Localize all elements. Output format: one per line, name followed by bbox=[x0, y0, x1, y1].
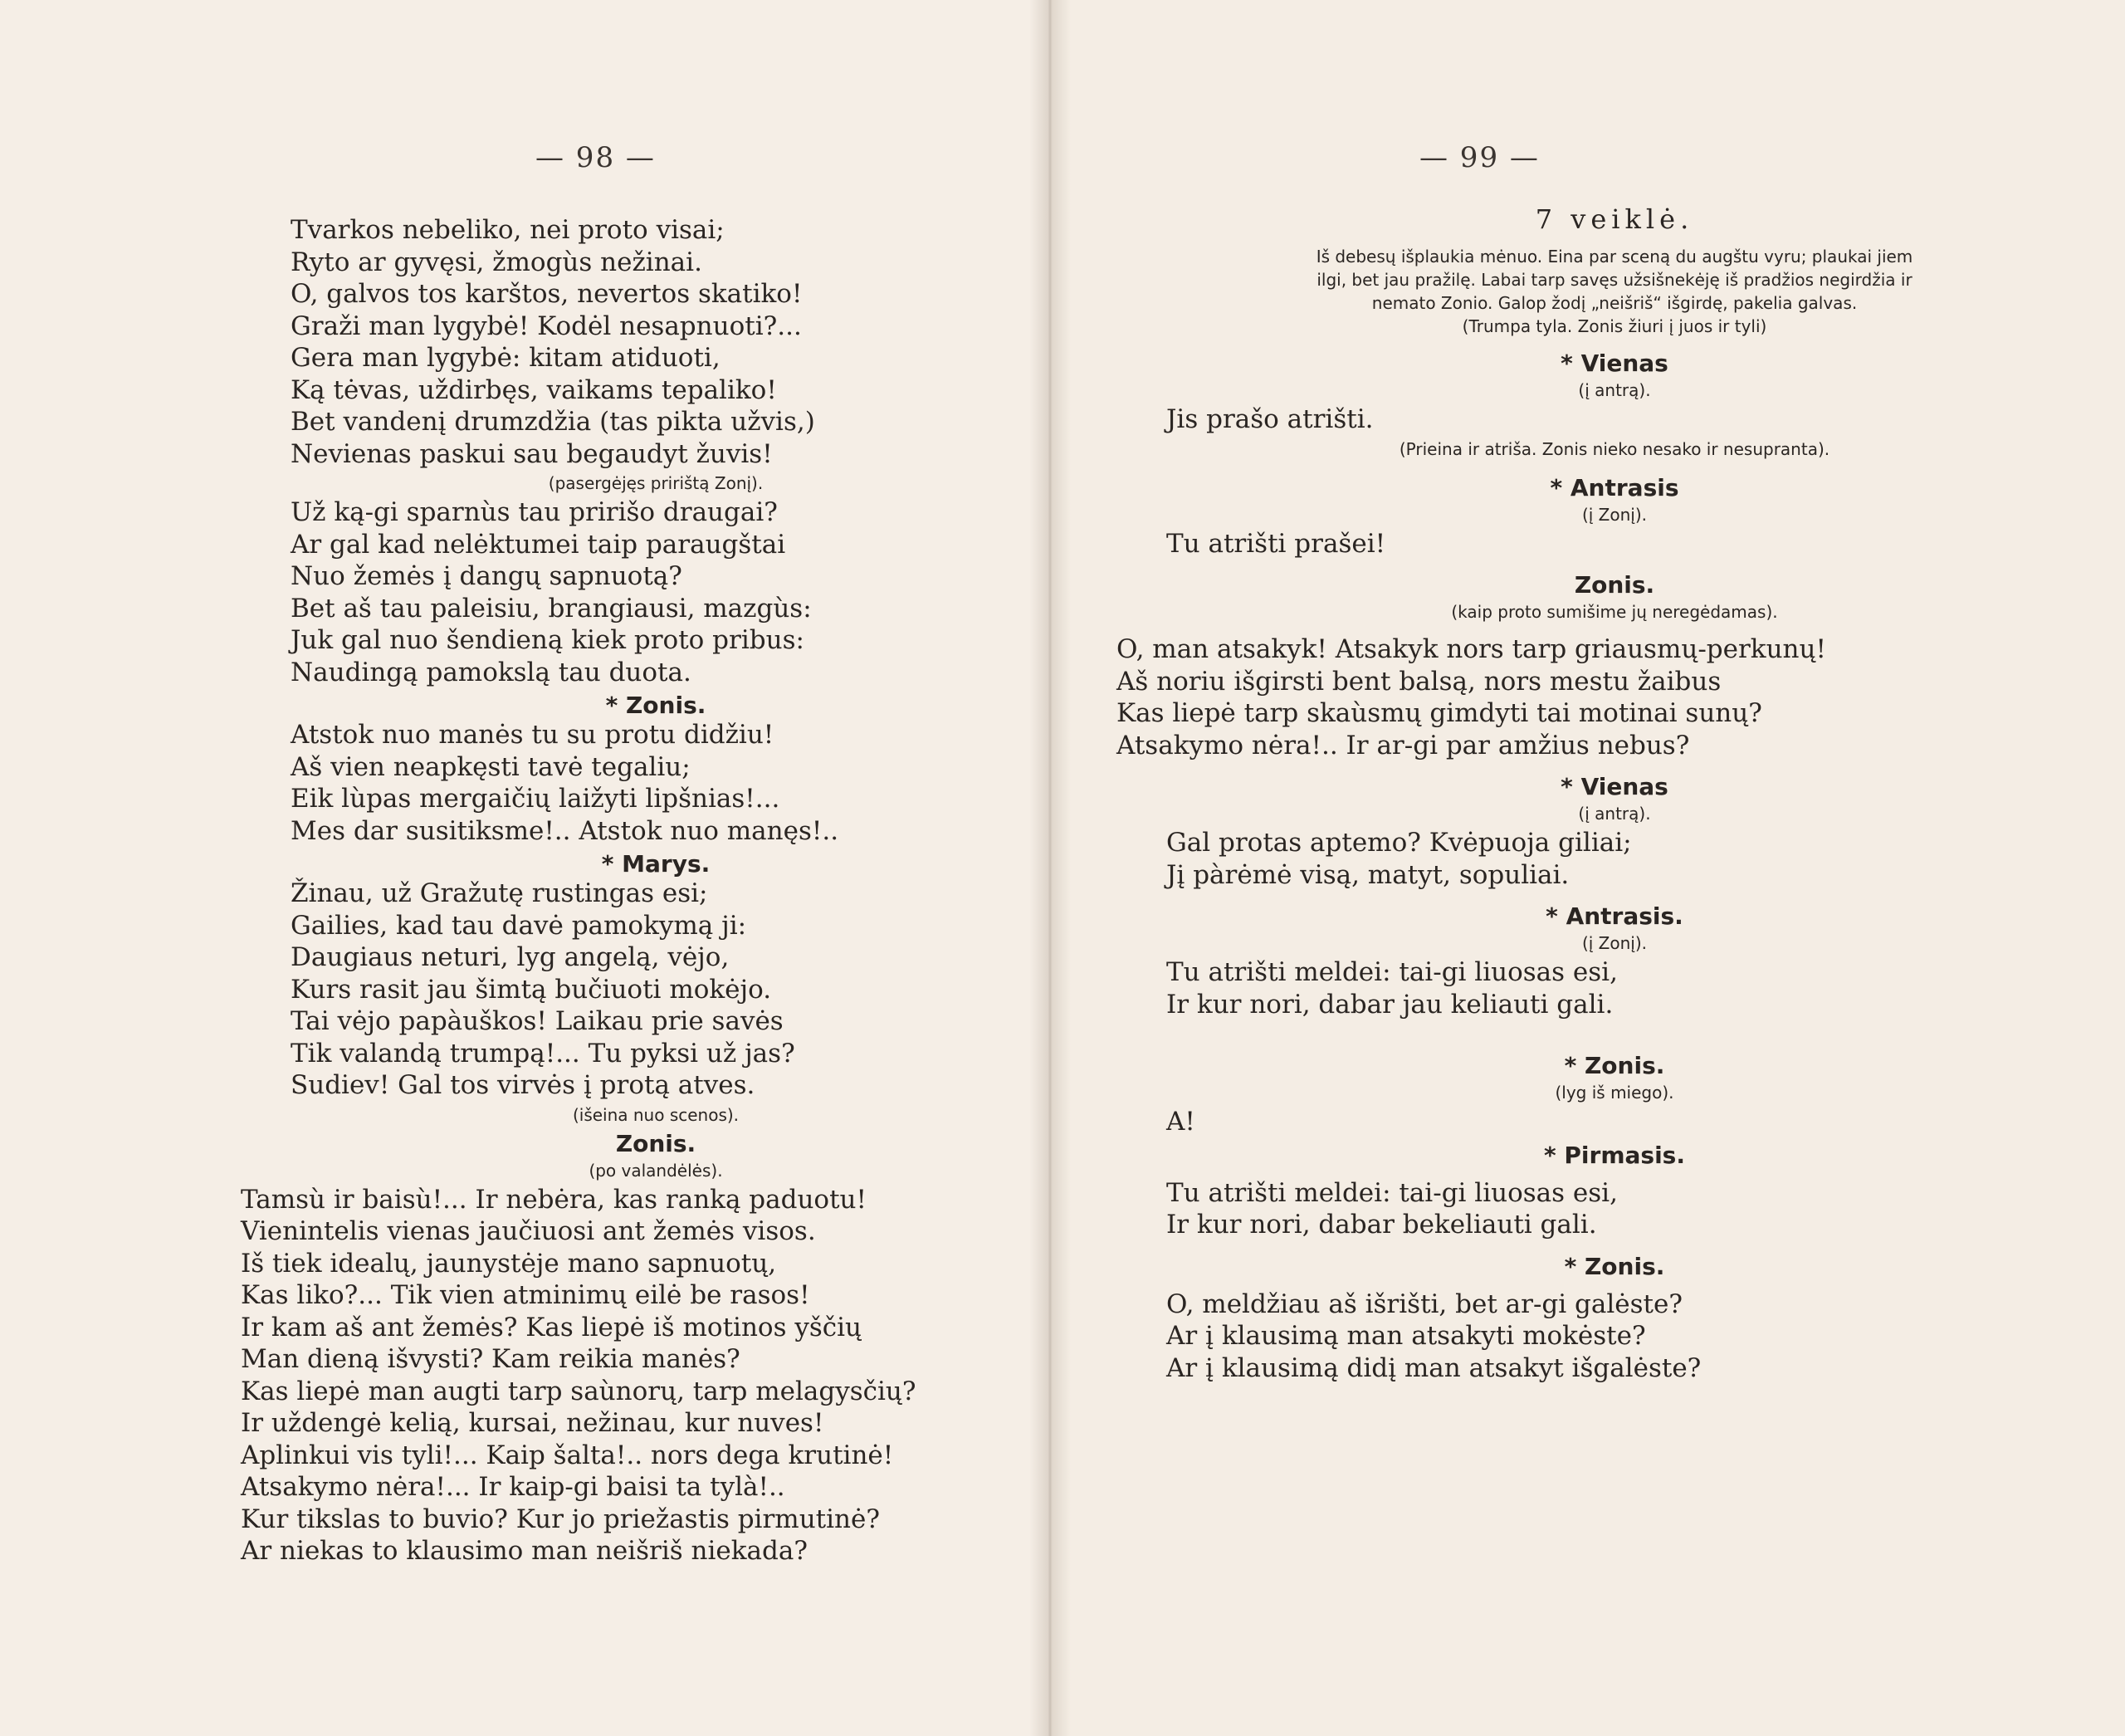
verse-line: Iš tiek idealų, jaunystėje mano sapnuotų, bbox=[241, 1248, 777, 1279]
verse-line: Tu atrišti meldei: tai-gi liuosas esi, bbox=[1166, 957, 1618, 987]
speaker-name: * Marys. bbox=[601, 850, 711, 878]
verse-block bbox=[291, 496, 1021, 688]
verse-line: Kas liepė tarp skaùsmų gimdyti tai motinai sunų? bbox=[1116, 698, 1762, 728]
verse-line: Ar gal kad nelėktumei taip paraugštai bbox=[291, 529, 786, 560]
verse-line: Ar į klausimą man atsakyti mokėste? bbox=[1166, 1321, 1646, 1351]
verse-line: Atsakymo nėra!.. Ir ar-gi par amžius nebus? bbox=[1116, 730, 1690, 760]
verse-line: Tu atrišti meldei: tai-gi liuosas esi, bbox=[1166, 1177, 1618, 1208]
verse-line: Vienintelis vienas jaučiuosi ant žemės visos. bbox=[241, 1216, 816, 1246]
verse-line: Eik lùpas mergaičių laižyti lipšnias!... bbox=[291, 784, 780, 814]
verse-line: Tai vėjo papàuškos! Laikau prie savės bbox=[291, 1006, 784, 1036]
verse-block bbox=[1116, 1106, 2113, 1138]
speaker-name: Zonis. bbox=[1574, 571, 1655, 599]
verse-block bbox=[1116, 528, 2113, 560]
prose-line: (Trumpa tyla. Zonis žiuri į juos ir tyli) bbox=[1462, 316, 1767, 336]
verse-line: Ką tėvas, uždirbęs, vaikams tepaliko! bbox=[291, 374, 777, 405]
verse-line: Atsakymo nėra!... Ir kaip-gi baisi ta tylà!.. bbox=[241, 1472, 785, 1502]
verse-block bbox=[291, 214, 1021, 470]
verse-block bbox=[1116, 1177, 2113, 1241]
verse-line: A! bbox=[1166, 1107, 1195, 1137]
speaker-name: * Zonis. bbox=[605, 692, 706, 719]
stage-direction: (į antrą). bbox=[1578, 380, 1651, 400]
page-number-left: — 98 — bbox=[535, 141, 656, 174]
verse-line: Atstok nuo manės tu su protu didžiu! bbox=[291, 720, 774, 750]
verse-line: Sudiev! Gal tos virvės į protą atves. bbox=[291, 1070, 755, 1100]
speaker-name: * Zonis. bbox=[1564, 1252, 1665, 1280]
verse-line: Gal protas aptemo? Kvėpuoja giliai; bbox=[1166, 828, 1632, 858]
speaker-name: * Antrasis bbox=[1550, 473, 1679, 501]
verse-line: Ryto ar gyvęsi, žmogùs nežinai. bbox=[291, 247, 702, 277]
verse-line: Kurs rasit jau šimtą bučiuoti mokėjo. bbox=[291, 974, 772, 1005]
stage-direction: (į Zonį). bbox=[1581, 504, 1648, 525]
verse-line: Kas liko?... Tik vien atminimų eilė be rasos! bbox=[241, 1280, 810, 1310]
verse-line: Ir kam aš ant žemės? Kas liepė iš motinos yščių bbox=[241, 1312, 862, 1342]
right-page bbox=[1050, 0, 2125, 1736]
stage-direction: (pasergėjęs pririštą Zonį). bbox=[548, 473, 764, 493]
verse-block bbox=[291, 878, 1021, 1102]
verse-line: Tamsù ir baisù!... Ir nebėra, kas ranką paduotu! bbox=[241, 1184, 867, 1215]
stage-direction: (kaip proto sumišime jų neregėdamas). bbox=[1451, 602, 1778, 622]
verse-line: Kur tikslas to buvio? Kur jo priežastis pirmutinė? bbox=[241, 1504, 880, 1534]
stage-direction: (išeina nuo scenos). bbox=[572, 1104, 740, 1125]
verse-line: Už ką-gi sparnùs tau pririšo draugai? bbox=[291, 497, 778, 527]
verse-line: Aš noriu išgirsti bent balsą, nors mestu žaibus bbox=[1116, 666, 1722, 697]
verse-line: Mes dar susitiksme!.. Atstok nuo manęs!.. bbox=[291, 815, 839, 846]
verse-line: Gera man lygybė: kitam atiduoti, bbox=[291, 343, 721, 373]
verse-line: Žinau, už Gražutę rustingas esi; bbox=[291, 878, 708, 908]
verse-line: Ar į klausimą didį man atsakyt išgalėste? bbox=[1166, 1352, 1702, 1383]
verse-block bbox=[1116, 827, 2113, 891]
right-page-text bbox=[1116, 203, 2113, 1384]
verse-line: Gailies, kad tau davė pamokymą ji: bbox=[291, 910, 747, 941]
verse-line: Juk gal nuo šendieną kiek proto pribus: bbox=[291, 625, 804, 655]
speaker-name: * Pirmasis. bbox=[1544, 1141, 1685, 1169]
verse-block bbox=[1116, 633, 2113, 761]
page-number-right: — 99 — bbox=[1419, 141, 1540, 174]
speaker-name: Zonis. bbox=[615, 1129, 696, 1157]
verse-line: Aš vien neapkęsti tavė tegaliu; bbox=[291, 751, 691, 782]
verse-line: Ar niekas to klausimo man neišriš niekada? bbox=[241, 1536, 808, 1566]
stage-direction: (lyg iš miego). bbox=[1555, 1083, 1674, 1103]
prose-line: nemato Zonio. Galop žodį „neišriš“ išgirdę, pakelia galvas. bbox=[1371, 293, 1858, 313]
verse-line: Jis prašo atrišti. bbox=[1166, 404, 1374, 434]
verse-line: Aplinkui vis tyli!... Kaip šalta!.. nors dega krutinė! bbox=[241, 1440, 894, 1470]
speaker-name: * Vienas bbox=[1561, 773, 1668, 800]
speaker-name: * Zonis. bbox=[1564, 1052, 1665, 1079]
act-title: 7 veiklė. bbox=[1535, 203, 1694, 235]
stage-direction: (į Zonį). bbox=[1581, 933, 1648, 953]
verse-block bbox=[1116, 956, 2113, 1020]
verse-line: Ir uždengė kelią, kursai, nežinau, kur nuves! bbox=[241, 1408, 824, 1438]
verse-line: O, meldžiau aš išrišti, bet ar-gi galėste? bbox=[1166, 1289, 1683, 1319]
left-page bbox=[0, 0, 1050, 1736]
verse-line: Ir kur nori, dabar bekeliauti gali. bbox=[1166, 1210, 1597, 1240]
verse-line: Nuo žemės į dangų sapnuotą? bbox=[291, 561, 682, 591]
stage-intro bbox=[1116, 245, 2113, 338]
verse-line: Graži man lygybė! Kodėl nesapnuoti?... bbox=[291, 311, 802, 341]
verse-line: Bet aš tau paleisiu, brangiausi, mazgùs: bbox=[291, 593, 812, 623]
verse-block bbox=[241, 1184, 1021, 1567]
verse-block bbox=[291, 719, 1021, 847]
speaker-name: * Antrasis. bbox=[1546, 902, 1683, 930]
verse-line: Jį pàrėmė visą, matyt, sopuliai. bbox=[1166, 859, 1570, 890]
stage-direction: (Prieina ir atriša. Zonis nieko nesako ir nesupranta). bbox=[1399, 438, 1830, 459]
verse-block bbox=[1116, 403, 2113, 436]
verse-line: Nevienas paskui sau begaudyt žuvis! bbox=[291, 438, 773, 469]
book-gutter bbox=[1029, 0, 1071, 1736]
verse-line: Tik valandą trumpą!... Tu pyksi už jas? bbox=[291, 1038, 795, 1068]
prose-line: ilgi, bet jau pražilę. Labai tarp savęs užsišnekėję iš pradžios negirdžia ir bbox=[1317, 270, 1912, 290]
left-page-text bbox=[241, 214, 1021, 1567]
stage-direction: (į antrą). bbox=[1578, 804, 1651, 824]
verse-line: Man dieną išvysti? Kam reikia manės? bbox=[241, 1344, 740, 1374]
verse-line: Daugiaus neturi, lyg angelą, vėjo, bbox=[291, 942, 730, 972]
verse-line: Bet vandenį drumzdžia (tas pikta užvis,) bbox=[291, 407, 815, 437]
verse-block bbox=[1116, 1289, 2113, 1385]
speaker-name: * Vienas bbox=[1561, 350, 1668, 377]
stage-direction: (po valandėlės). bbox=[589, 1160, 723, 1181]
verse-line: Tvarkos nebeliko, nei proto visai; bbox=[291, 215, 725, 245]
verse-line: Naudingą pamokslą tau duota. bbox=[291, 657, 691, 687]
prose-line: Iš debesų išplaukia mėnuo. Eina par sceną du augštu vyru; plaukai jiem bbox=[1316, 247, 1913, 267]
verse-line: Tu atrišti prašei! bbox=[1166, 528, 1386, 559]
verse-line: Kas liepė man augti tarp saùnorų, tarp melagysčių? bbox=[241, 1376, 916, 1406]
verse-line: O, galvos tos karštos, nevertos skatiko! bbox=[291, 279, 803, 309]
verse-line: Ir kur nori, dabar jau keliauti gali. bbox=[1166, 989, 1614, 1020]
verse-line: O, man atsakyk! Atsakyk nors tarp griausmų-perkunų! bbox=[1116, 634, 1826, 664]
